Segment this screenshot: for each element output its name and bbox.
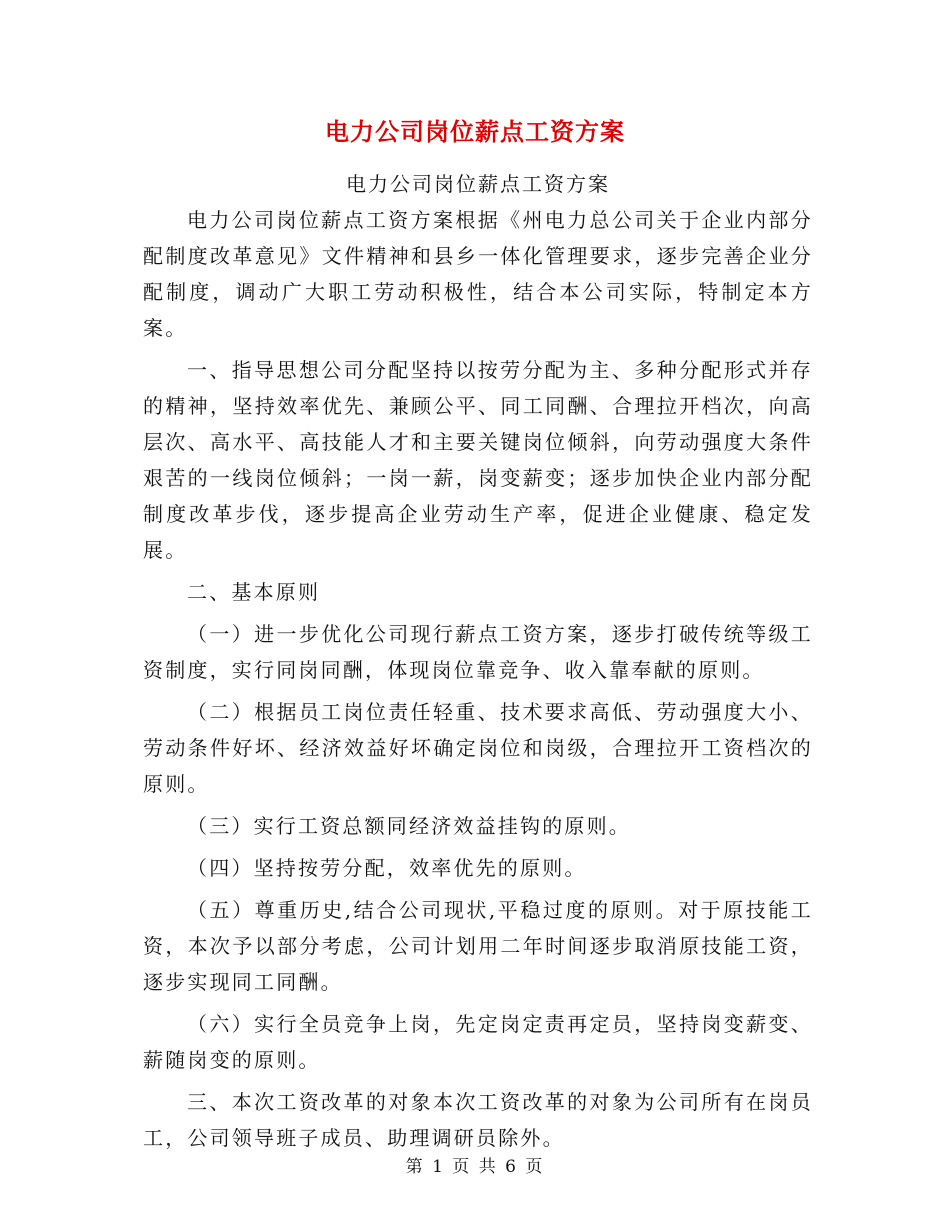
document-subtitle: 电力公司岗位薪点工资方案 xyxy=(346,172,610,196)
paragraph-guiding-ideology: 一、指导思想公司分配坚持以按劳分配为主、多种分配形式并存的精神，坚持效率优先、兼顾公平、同工同酬、合理拉开档次，向高层次、高水平、高技能人才和主要关键岗位倾斜，向劳动强度大条件艰苦的一线岗位倾斜；一岗一薪，岗变薪变；逐步加快企业内部分配制度改革步伐，逐步提高企业劳动生产率，促进企业健康、稳定发展。 xyxy=(143,358,813,562)
paragraph-intro: 电力公司岗位薪点工资方案根据《州电力总公司关于企业内部分配制度改革意见》文件精神和县乡一体化管理要求，逐步完善企业分配制度，调动广大职工劳动积极性，结合本公司实际，特制定本方案。 xyxy=(143,208,813,340)
paragraph-principle-1: （一）进一步优化公司现行薪点工资方案，逐步打破传统等级工资制度，实行同岗同酬，体现岗位靠竞争、收入靠奉献的原则。 xyxy=(143,622,813,682)
page-number-footer: 第 1 页 共 6 页 xyxy=(405,1157,545,1177)
paragraph-principle-6: （六）实行全员竞争上岗，先定岗定责再定员，坚持岗变薪变、薪随岗变的原则。 xyxy=(143,1012,813,1072)
paragraph-principle-5: （五）尊重历史,结合公司现状,平稳过度的原则。对于原技能工资，本次予以部分考虑，公司计划用二年时间逐步取消原技能工资，逐步实现同工同酬。 xyxy=(143,898,813,994)
document-body xyxy=(143,166,813,1156)
document-title: 电力公司岗位薪点工资方案 xyxy=(325,118,625,146)
paragraph-principle-4: （四）坚持按劳分配，效率优先的原则。 xyxy=(187,856,587,880)
paragraph-reform-scope: 三、本次工资改革的对象本次工资改革的对象为公司所有在岗员工，公司领导班子成员、助理调研员除外。 xyxy=(143,1090,813,1150)
heading-basic-principles: 二、基本原则 xyxy=(187,580,321,604)
paragraph-principle-3: （三）实行工资总额同经济效益挂钩的原则。 xyxy=(187,814,631,838)
paragraph-principle-2: （二）根据员工岗位责任轻重、技术要求高低、劳动强度大小、劳动条件好坏、经济效益好坏确定岗位和岗级，合理拉开工资档次的原则。 xyxy=(143,700,813,796)
